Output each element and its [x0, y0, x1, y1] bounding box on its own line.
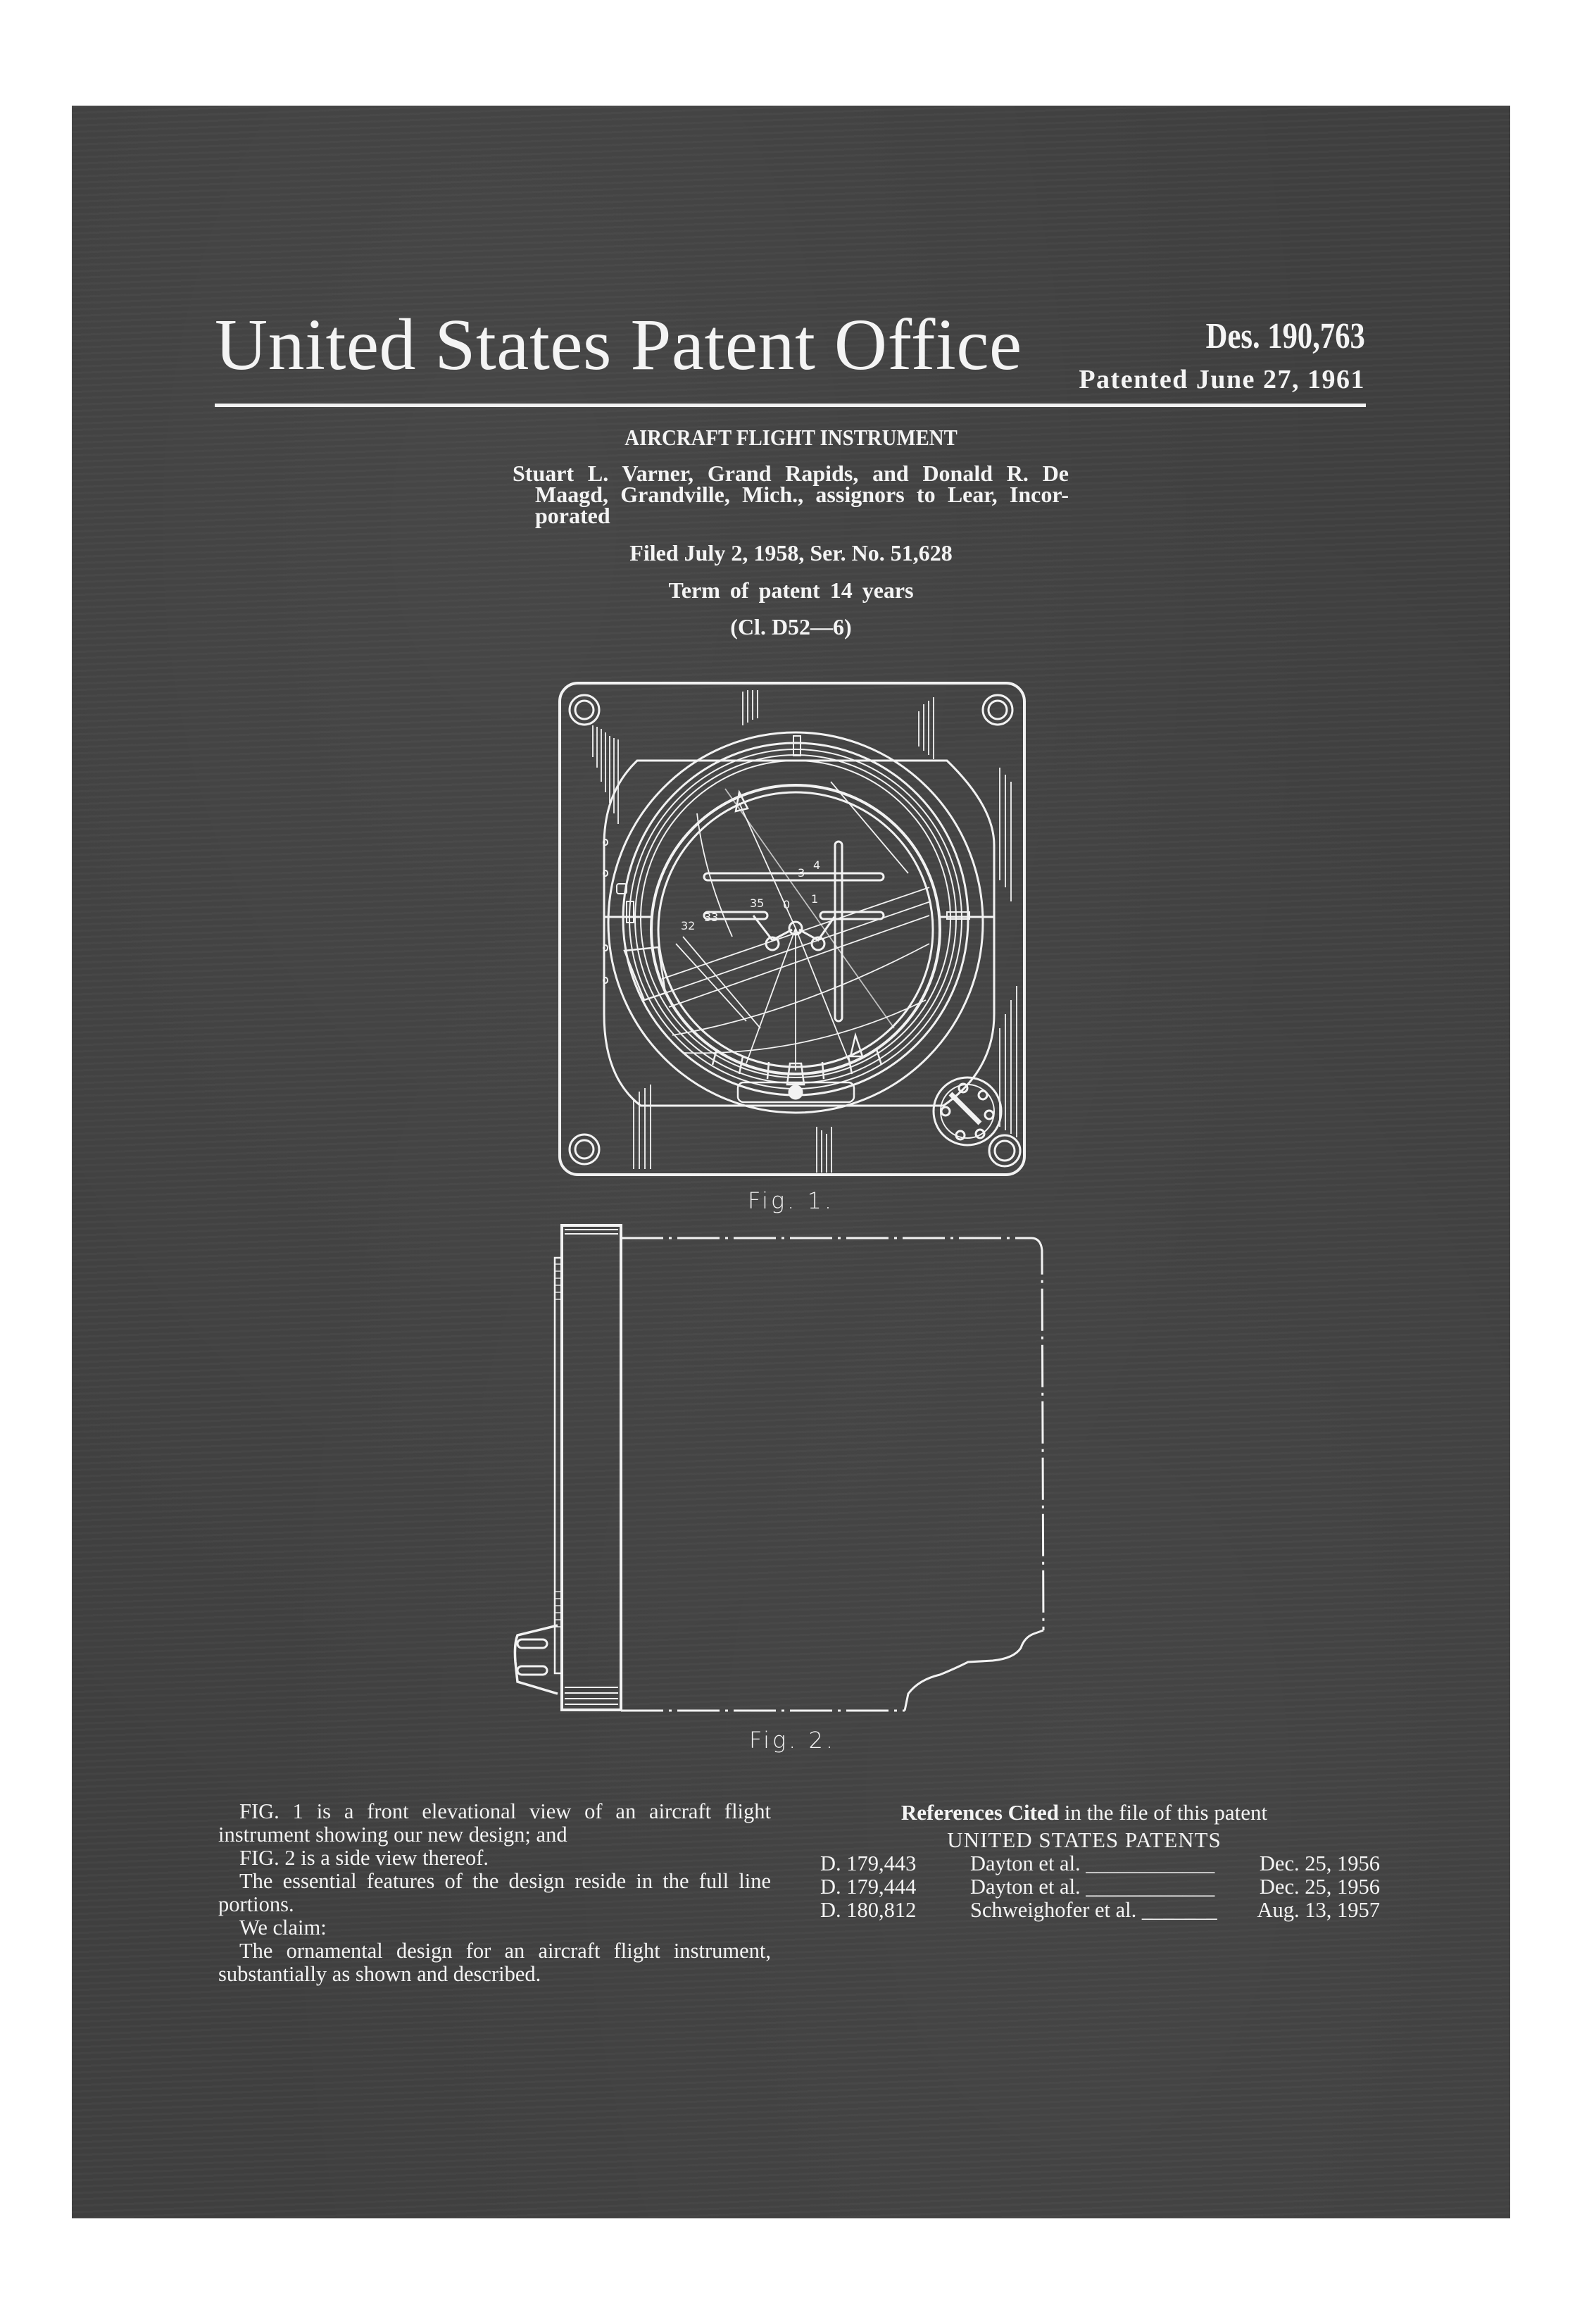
- claim-paragraph: The ornamental design for an aircraft flight instrument, substantially as shown and described.: [218, 1939, 771, 1986]
- scale-label: 35: [750, 897, 765, 910]
- reference-name: Schweighofer et al. _______: [970, 1899, 1217, 1922]
- scale-label: 3: [798, 866, 805, 880]
- references-heading-rest: in the file of this patent: [1058, 1800, 1268, 1825]
- inventors-line-3: porated: [535, 503, 610, 528]
- inventors-line-2: Maagd, Grandville, Mich., assignors to Lear, Incor-: [535, 482, 1069, 507]
- reference-row: [820, 1852, 1380, 1875]
- patent-term: Term of patent 14 years: [668, 577, 914, 603]
- scale-label: 0: [783, 898, 791, 911]
- reference-row: [820, 1875, 1380, 1899]
- figure-2-label: Fig. 2.: [749, 1727, 836, 1754]
- description-text: [218, 1800, 771, 1986]
- scale-label: 33: [704, 911, 719, 924]
- description-paragraph: FIG. 1 is a front elevational view of an aircraft flight instrument showing our new design; and: [218, 1799, 771, 1847]
- references-table: [820, 1852, 1380, 1922]
- reference-name: Dayton et al. ____________: [970, 1852, 1215, 1875]
- scale-label: 1: [811, 892, 819, 906]
- filed-date: Filed July 2, 1958, Ser. No. 51,628: [629, 540, 953, 566]
- reference-name: Dayton et al. ____________: [970, 1875, 1215, 1899]
- description-paragraph: FIG. 2 is a side view thereof.: [239, 1846, 489, 1870]
- references-subheading: UNITED STATES PATENTS: [947, 1828, 1222, 1852]
- scale-label: 32: [681, 919, 696, 932]
- reference-number: D. 180,812: [820, 1898, 917, 1922]
- references-heading-bold: References Cited: [900, 1800, 1059, 1825]
- reference-number: D. 179,444: [820, 1875, 917, 1899]
- description-paragraph: We claim:: [239, 1916, 327, 1939]
- description-paragraph: The essential features of the design reside in the full line portions.: [218, 1869, 771, 1916]
- reference-row: [820, 1899, 1380, 1922]
- design-number: Des. 190,763: [1205, 316, 1365, 356]
- reference-date: Dec. 25, 1956: [1259, 1851, 1380, 1875]
- references-heading: [796, 1800, 1373, 1825]
- reference-date: Aug. 13, 1957: [1257, 1898, 1380, 1922]
- scale-label: 4: [813, 858, 821, 872]
- inventors-line-1: Stuart L. Varner, Grand Rapids, and Donald R. De: [513, 461, 1069, 486]
- patented-date: Patented June 27, 1961: [1079, 365, 1365, 394]
- patent-title: AIRCRAFT FLIGHT INSTRUMENT: [624, 425, 958, 450]
- reference-date: Dec. 25, 1956: [1259, 1875, 1380, 1899]
- figure-1-label: Fig. 1.: [748, 1187, 835, 1214]
- reference-number: D. 179,443: [820, 1851, 917, 1875]
- classification: (Cl. D52—6): [730, 614, 852, 639]
- office-title: United States Patent Office: [215, 304, 1022, 385]
